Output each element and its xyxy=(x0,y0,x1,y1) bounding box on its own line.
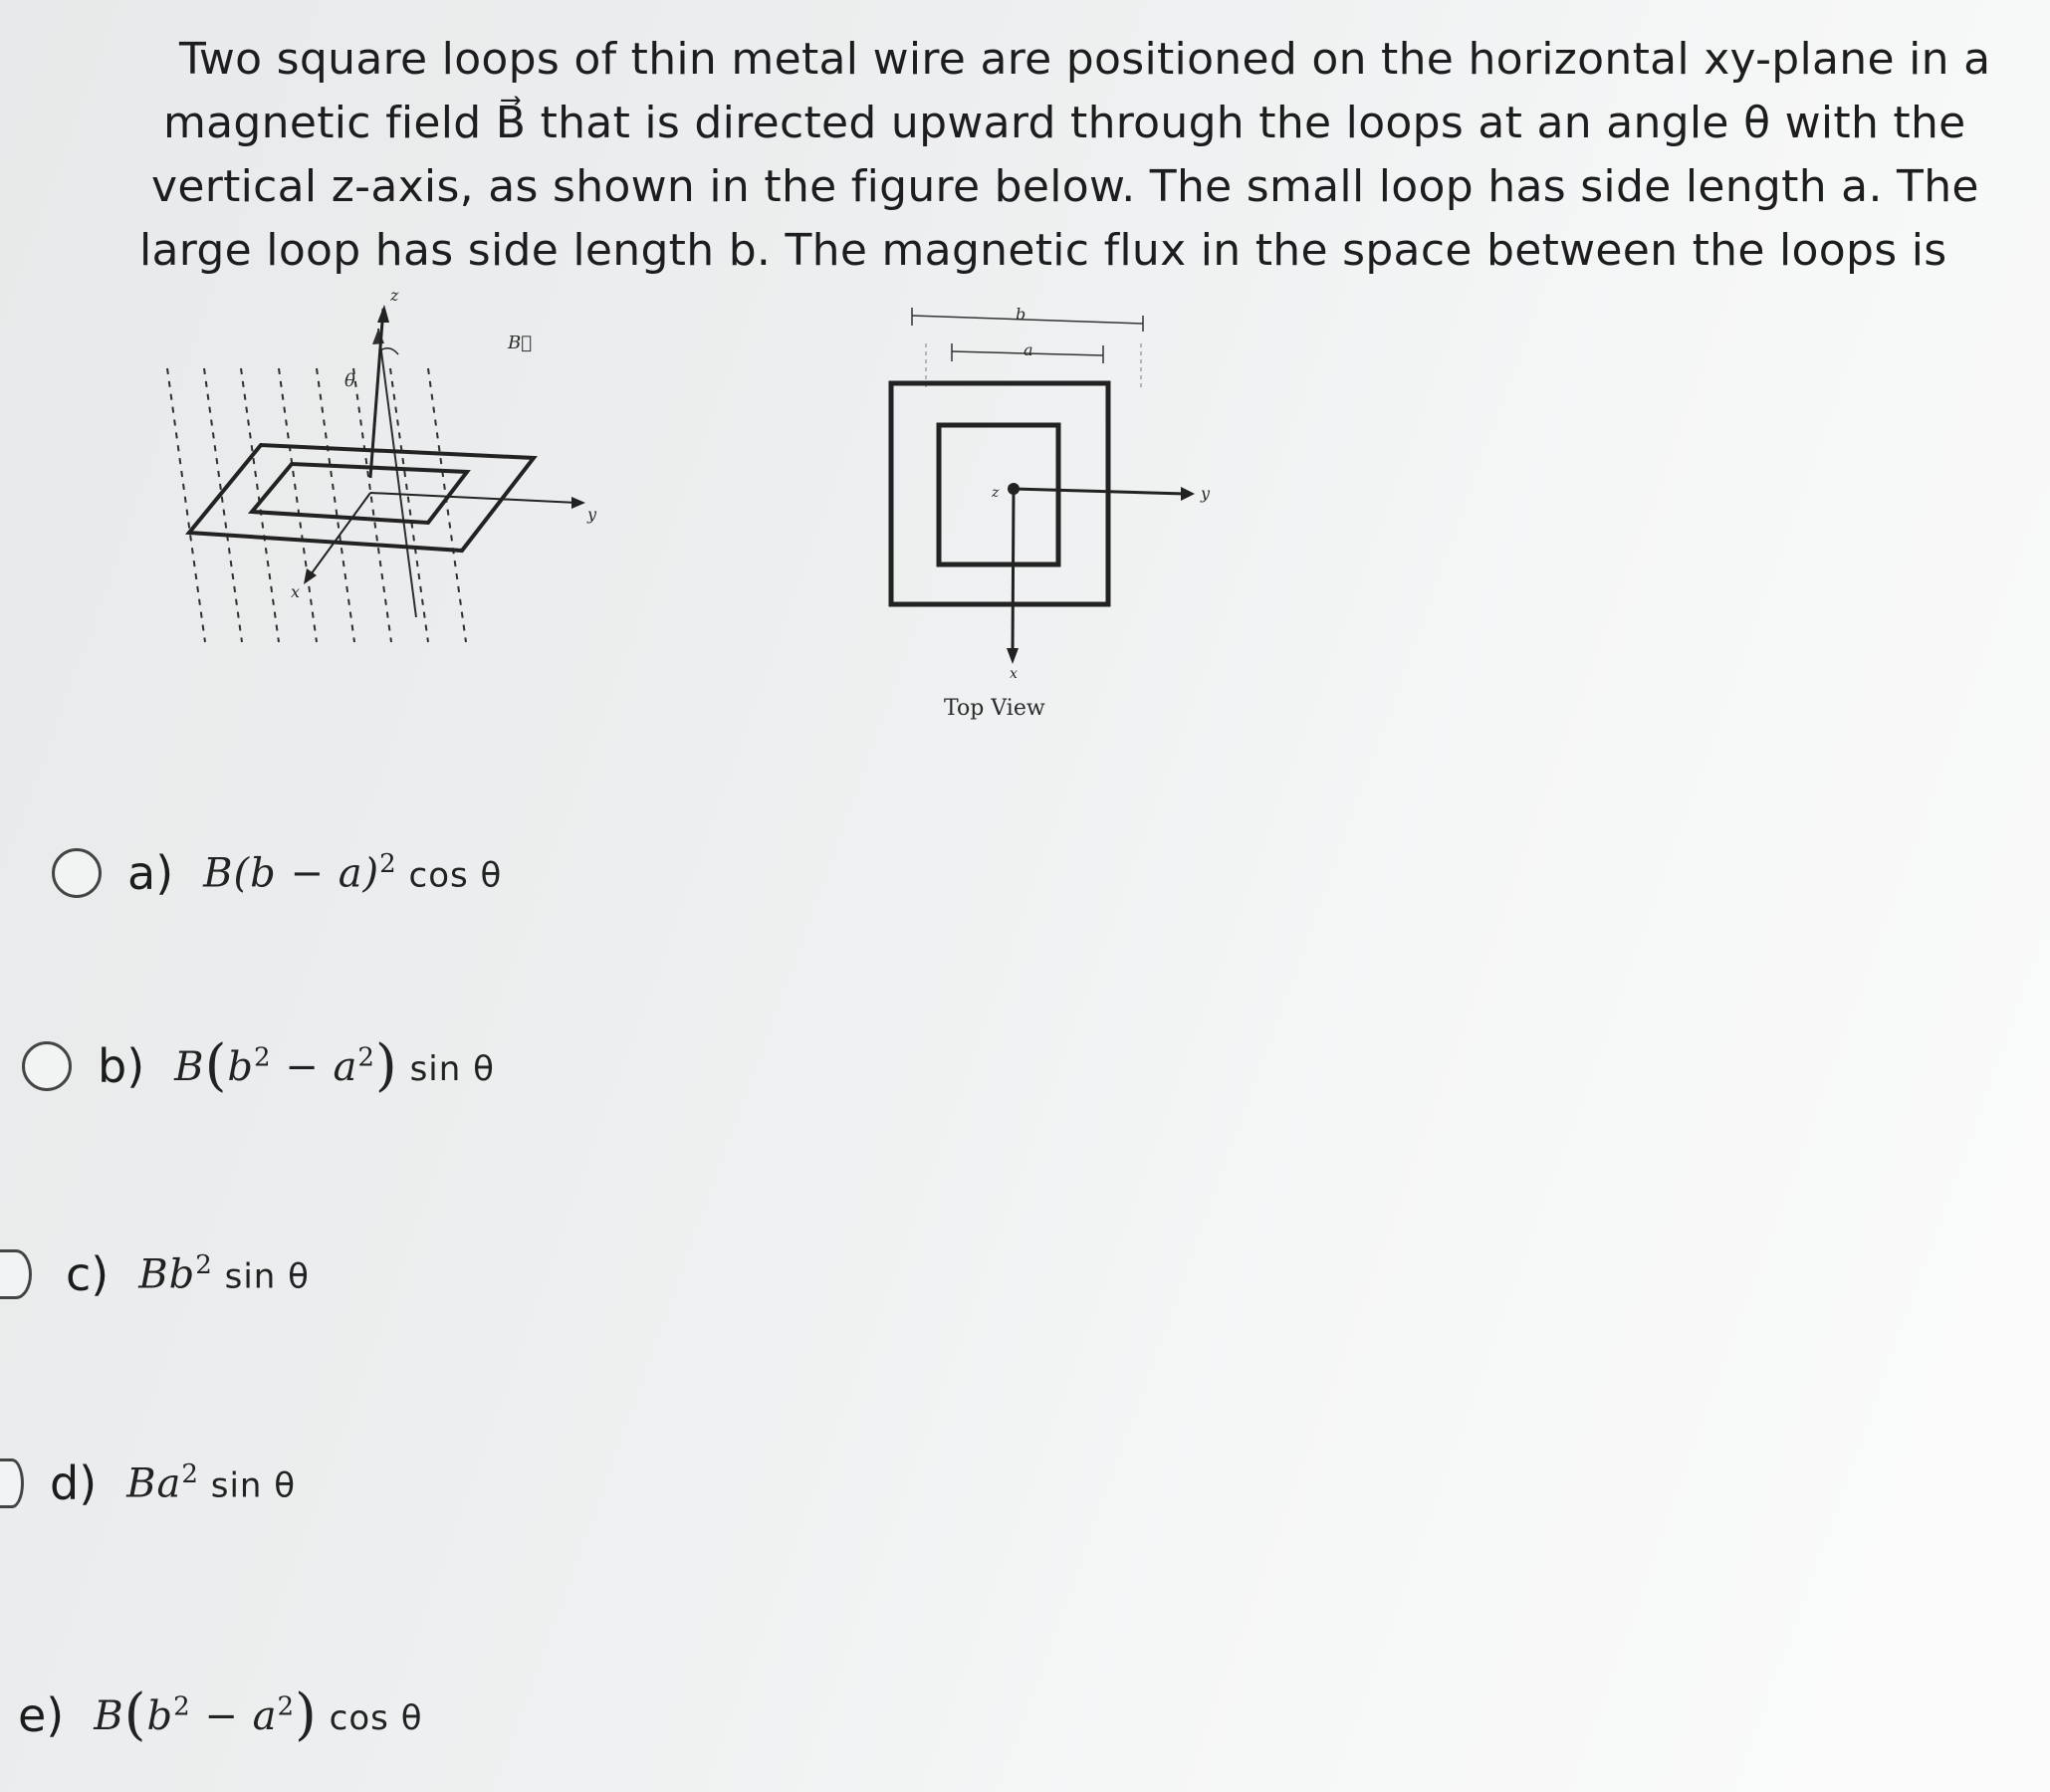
option-e-letter: e) xyxy=(18,1687,65,1742)
option-e-exp1: 2 xyxy=(173,1691,191,1722)
option-b-exp1: 2 xyxy=(254,1042,272,1073)
option-e-exp2: 2 xyxy=(277,1691,296,1722)
option-a[interactable] xyxy=(52,846,502,900)
label-a-top: a xyxy=(1024,340,1033,359)
option-c-term: Bb xyxy=(138,1251,196,1298)
option-d-exponent: 2 xyxy=(181,1459,199,1490)
option-b-close-paren: ) xyxy=(374,1033,398,1098)
option-d-expression xyxy=(126,1459,296,1506)
y-axis-arrowhead xyxy=(571,497,585,509)
x-axis-top-arrowhead xyxy=(1007,648,1019,664)
question-line-3: vertical z-axis, as shown in the figure below. The small loop has side length a. The xyxy=(151,161,1979,212)
figure-top-svg xyxy=(866,304,1245,732)
question-text xyxy=(139,28,2036,283)
option-b[interactable] xyxy=(22,1033,495,1098)
radio-a[interactable] xyxy=(52,848,102,898)
option-d-trig: sin θ xyxy=(198,1465,297,1506)
figure-3d-svg xyxy=(149,289,607,657)
small-loop-3d xyxy=(252,464,467,523)
option-a-term: B(b − a) xyxy=(203,850,380,897)
option-e-expression xyxy=(94,1682,422,1747)
radio-c[interactable] xyxy=(0,1249,32,1299)
option-e-term1: b xyxy=(146,1693,174,1739)
option-e-term2: − a xyxy=(190,1693,278,1739)
label-y-top: y xyxy=(1201,484,1211,503)
label-x-top: x xyxy=(1010,666,1018,682)
y-axis-top-arrowhead xyxy=(1181,487,1195,501)
dimension-b-line xyxy=(912,316,1143,324)
option-a-trig: cos θ xyxy=(396,855,503,896)
option-b-open-paren: ( xyxy=(204,1033,228,1098)
option-c[interactable] xyxy=(0,1247,310,1301)
option-e[interactable] xyxy=(18,1682,423,1747)
top-view-caption: Top View xyxy=(944,696,1045,721)
option-d-term: Ba xyxy=(126,1460,182,1507)
option-c-exponent: 2 xyxy=(195,1250,213,1281)
figure-top-view xyxy=(866,304,1245,732)
question-line-1: Two square loops of thin metal wire are positioned on the horizontal xy-plane in a xyxy=(179,34,1991,85)
option-a-exponent: 2 xyxy=(379,849,397,880)
theta-arc xyxy=(380,348,398,354)
option-d-letter: d) xyxy=(50,1456,98,1510)
label-b-top: b xyxy=(1016,305,1026,324)
option-e-open-paren: ( xyxy=(123,1682,147,1747)
option-a-letter: a) xyxy=(127,846,174,900)
large-loop-top xyxy=(891,383,1108,604)
question-line-2: magnetic field B⃗ that is directed upward through the loops at an angle θ with the xyxy=(163,98,1966,148)
option-c-expression xyxy=(138,1250,310,1297)
label-b-field: B⃗ xyxy=(508,333,533,353)
option-b-letter: b) xyxy=(98,1038,145,1093)
y-axis-top xyxy=(1014,489,1185,494)
b-field-arrow-line xyxy=(378,329,416,617)
label-z-3d: z xyxy=(390,289,399,305)
option-b-expression xyxy=(174,1033,495,1098)
x-axis-top xyxy=(1013,489,1014,654)
z-axis-dot xyxy=(1008,483,1020,495)
figure-3d-loops xyxy=(149,289,607,657)
option-b-term1: b xyxy=(227,1044,255,1090)
option-b-exp2: 2 xyxy=(357,1042,375,1073)
option-d[interactable] xyxy=(0,1456,296,1510)
radio-b[interactable] xyxy=(22,1041,72,1091)
option-b-trig: sin θ xyxy=(397,1049,495,1089)
option-a-expression xyxy=(203,849,502,896)
label-theta: θ xyxy=(344,370,355,391)
option-e-trig: cos θ xyxy=(317,1698,423,1738)
option-b-coef: B xyxy=(174,1044,205,1090)
option-b-term2: − a xyxy=(271,1044,358,1090)
option-e-close-paren: ) xyxy=(295,1682,318,1747)
label-y-3d: y xyxy=(587,505,597,524)
question-line-4: large loop has side length b. The magnetic flux in the space between the loops is xyxy=(139,225,1947,276)
option-e-coef: B xyxy=(94,1693,124,1739)
option-c-letter: c) xyxy=(66,1247,110,1301)
z-axis-arrowhead xyxy=(377,305,389,323)
label-x-3d: x xyxy=(291,582,301,601)
radio-d[interactable] xyxy=(0,1458,24,1508)
label-z-top: z xyxy=(992,485,1000,501)
x-axis xyxy=(309,493,370,577)
option-c-trig: sin θ xyxy=(212,1256,310,1297)
